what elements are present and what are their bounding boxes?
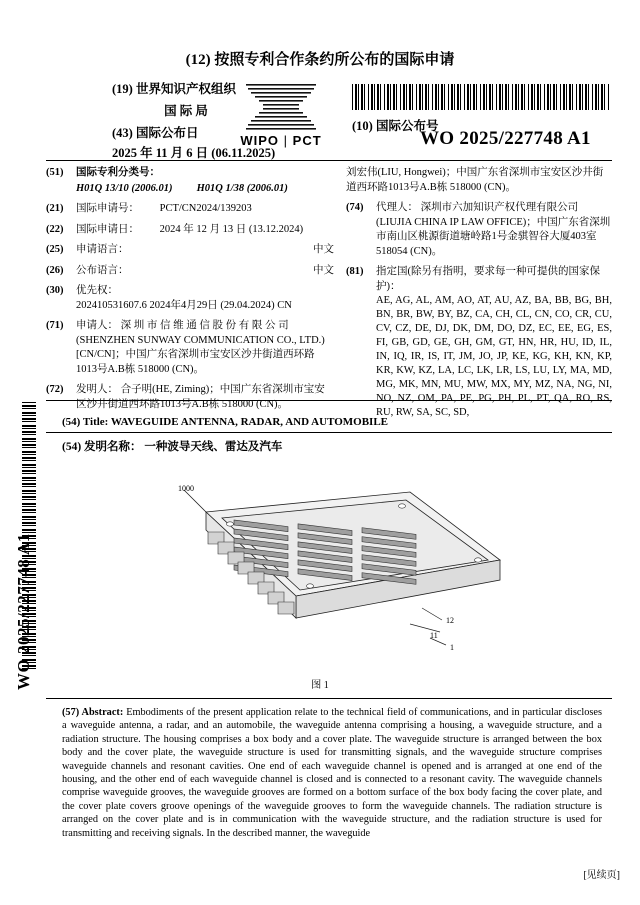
publication-number-label: (10) 国际公布号: [352, 119, 439, 133]
wipo-wordmark: [222, 133, 340, 148]
field-81-number: (81): [346, 266, 364, 277]
figure-ref-11-text: 11: [430, 631, 438, 640]
title-english-text: WAVEGUIDE ANTENNA, RADAR, AND AUTOMOBILE: [110, 416, 388, 428]
divider-figure: [46, 698, 612, 699]
divider-top: [46, 160, 612, 161]
field-51-label: 国际专利分类号：: [76, 167, 160, 178]
ipc-code-1: H01Q 13/10 (2006.01): [76, 182, 173, 194]
field-21-label: 国际申请号：: [76, 203, 139, 214]
organisation-line1: (19) 世界知识产权组织: [112, 82, 236, 96]
figure-drawing: [110, 480, 530, 695]
field-51-ipc: [46, 166, 334, 196]
title-english-row: [62, 416, 388, 428]
title-english-label: (54) Title:: [62, 416, 109, 428]
field-72-value-cont: 刘宏伟(LIU, Hongwei)；中国广东省深圳市宝安区沙井街道西环路1013号A.B栋 518000 (CN)。: [346, 167, 604, 193]
field-74-label: 代理人：: [376, 202, 418, 213]
abstract-block: [62, 706, 602, 840]
wipo-logo: [222, 82, 340, 148]
figure-ref-1-text: 1: [450, 643, 454, 652]
vertical-publication-number: WO 2025/227748 A1: [14, 533, 33, 690]
title-chinese-text: 一种波导天线、雷达及汽车: [144, 441, 283, 453]
wipo-word: WIPO: [240, 133, 280, 148]
title-chinese-label: 发明名称：: [84, 441, 142, 453]
field-30-label: 优先权：: [76, 285, 118, 296]
field-26-value: 中文: [313, 264, 334, 276]
field-30-value: 202410531607.6 2024年4月29日 (29.04.2024) CN: [76, 299, 292, 311]
field-71-applicant: [46, 319, 334, 377]
field-25-filing-language: [46, 243, 334, 258]
publication-number-value: WO 2025/227748 A1: [420, 128, 591, 149]
field-72-inventor: [46, 383, 334, 412]
top-barcode: [352, 84, 610, 110]
field-26-number: (26): [46, 264, 64, 276]
bibliographic-data: [46, 166, 612, 418]
field-25-label: 申请语言：: [76, 244, 129, 255]
field-74-number: (74): [346, 202, 364, 213]
ipc-codes: [76, 182, 334, 197]
organisation-line2: 国 际 局: [164, 104, 208, 118]
field-74-agent: [346, 201, 612, 259]
field-72-label: 发明人：: [76, 384, 118, 395]
publication-date-value: 2025 年 11 月 6 日 (06.11.2025): [112, 146, 276, 160]
field-25-value: 中文: [313, 244, 334, 255]
organisation-block: [112, 78, 236, 122]
pct-word: PCT: [292, 133, 322, 148]
field-22-label: 国际申请日：: [76, 223, 139, 235]
field-26-label: 公布语言：: [76, 264, 129, 276]
field-21-application-number: [46, 202, 334, 217]
field-74-value: 深圳市六加知识产权代理有限公司 (LIUJIA CHINA IP LAW OFFICE)；中国广东省深圳市南山区桃源街道塘岭路1号金骐智谷大厦403室 518054 (CN)。: [376, 202, 611, 257]
field-30-number: (30): [46, 285, 64, 296]
field-22-filing-date: [46, 223, 334, 238]
biblio-right-column: [346, 166, 612, 426]
field-71-number: (71): [46, 320, 64, 331]
divider-biblio: [46, 400, 612, 401]
field-72-value: 合子明(HE, Ziming)；中国广东省深圳市宝安区沙井街道西环路1013号A.B栋 518000 (CN)。: [76, 384, 325, 410]
field-30-priority: [46, 284, 334, 313]
field-71-value: 深 圳 市 信 维 通 信 股 份 有 限 公 司 (SHENZHEN SUNWAY COMMUNICATION CO., LTD.) [CN/CN]；中国广东省深圳市宝安区沙井街道西环路1013号A.B栋 518000 (CN)。: [76, 320, 325, 375]
field-21-number: (21): [46, 203, 64, 214]
field-22-value: 2024 年 12 月 13 日 (13.12.2024): [159, 223, 304, 235]
field-81-label: 指定国(除另有指明，要求每一种可提供的国家保护)：: [376, 266, 600, 292]
field-21-value: PCT/CN2024/139203: [159, 203, 252, 214]
abstract-text: Embodiments of the present application relate to the technical field of communications, and in particular discloses a waveguide antenna, a radar, and an automobile, the waveguide antenna comprising a housing, a waveguide structure, and a radiation structure. The housing comprises a box body and a cover plate. The waveguide structure is arranged between the box body and the cover plate, the waveguide structure is used for transmitting signals, and the waveguide structure comprises waveguide channels and resonant cavities. One end of each waveguide channel is opened and is arranged at one end of the housing, and the other end of each waveguide channel is closed and is connected to a resonant cavity. The waveguide channels comprise waveguide grooves, the waveguide grooves are formed on a bottom surface of the box body facing the cover plate, and the cover plate covers groove openings of the waveguide grooves to form the waveguide channels. The radiation structure is arranged on the cover plate and is in communication with the waveguide structure, and the radiation structure is used for transmitting and receiving signals. In the described manner, the waveguide: [62, 707, 602, 839]
field-51-number: (51): [46, 167, 64, 178]
figure-caption: 图 1: [311, 680, 329, 691]
field-22-number: (22): [46, 223, 64, 235]
publication-date-label: (43) 国际公布日: [112, 126, 199, 140]
abstract-label: (57) Abstract:: [62, 707, 124, 718]
wipo-separator: |: [283, 133, 289, 148]
wipo-emblem-icon: [246, 82, 316, 130]
figure-ref-1000: 1000: [178, 484, 194, 493]
continued-note: [见续页]: [583, 870, 620, 881]
field-81-designated-states: [346, 265, 612, 420]
title-chinese-number: (54): [62, 441, 82, 453]
biblio-left-column: [46, 166, 334, 418]
field-26-publication-language: [46, 264, 334, 279]
field-72-number: (72): [46, 384, 64, 395]
field-71-label: 申请人：: [76, 320, 118, 331]
field-81-value: AE, AG, AL, AM, AO, AT, AU, AZ, BA, BB, BG, BH, BN, BR, BW, BY, BZ, CA, CH, CL, CN, CO, CR, CU, CV, CZ, DE, DJ, DK, DM, DO, DZ, EC, EE, EG, ES, FI, GB, GD, GE, GH, GM, GT, HN, HR, HU, ID, IL, IN, IQ, IR, IS, IT, JM, JO, JP, KE, KG, KH, KN, KP, KR, KW, KZ, LA, LC, LK, LR, LS, LU, LY, MA, MD, MG, MK, MN, MU, MW, MX, MY, MZ, NA, NG, NI, NO, NZ, OM, PA, PE, PG, PH, PL, PT, QA, RO, RS, RU, RW, SA, SC, SD,: [376, 295, 612, 418]
title-chinese-row: [62, 438, 282, 454]
field-72-inventor-cont: [346, 166, 612, 195]
ipc-code-2: H01Q 1/38 (2006.01): [196, 182, 288, 194]
divider-title: [46, 432, 612, 433]
figure-ref-12-text: 12: [446, 616, 454, 625]
field-25-number: (25): [46, 244, 64, 255]
page-title: (12) 按照专利合作条约所公布的国际申请: [185, 52, 455, 68]
